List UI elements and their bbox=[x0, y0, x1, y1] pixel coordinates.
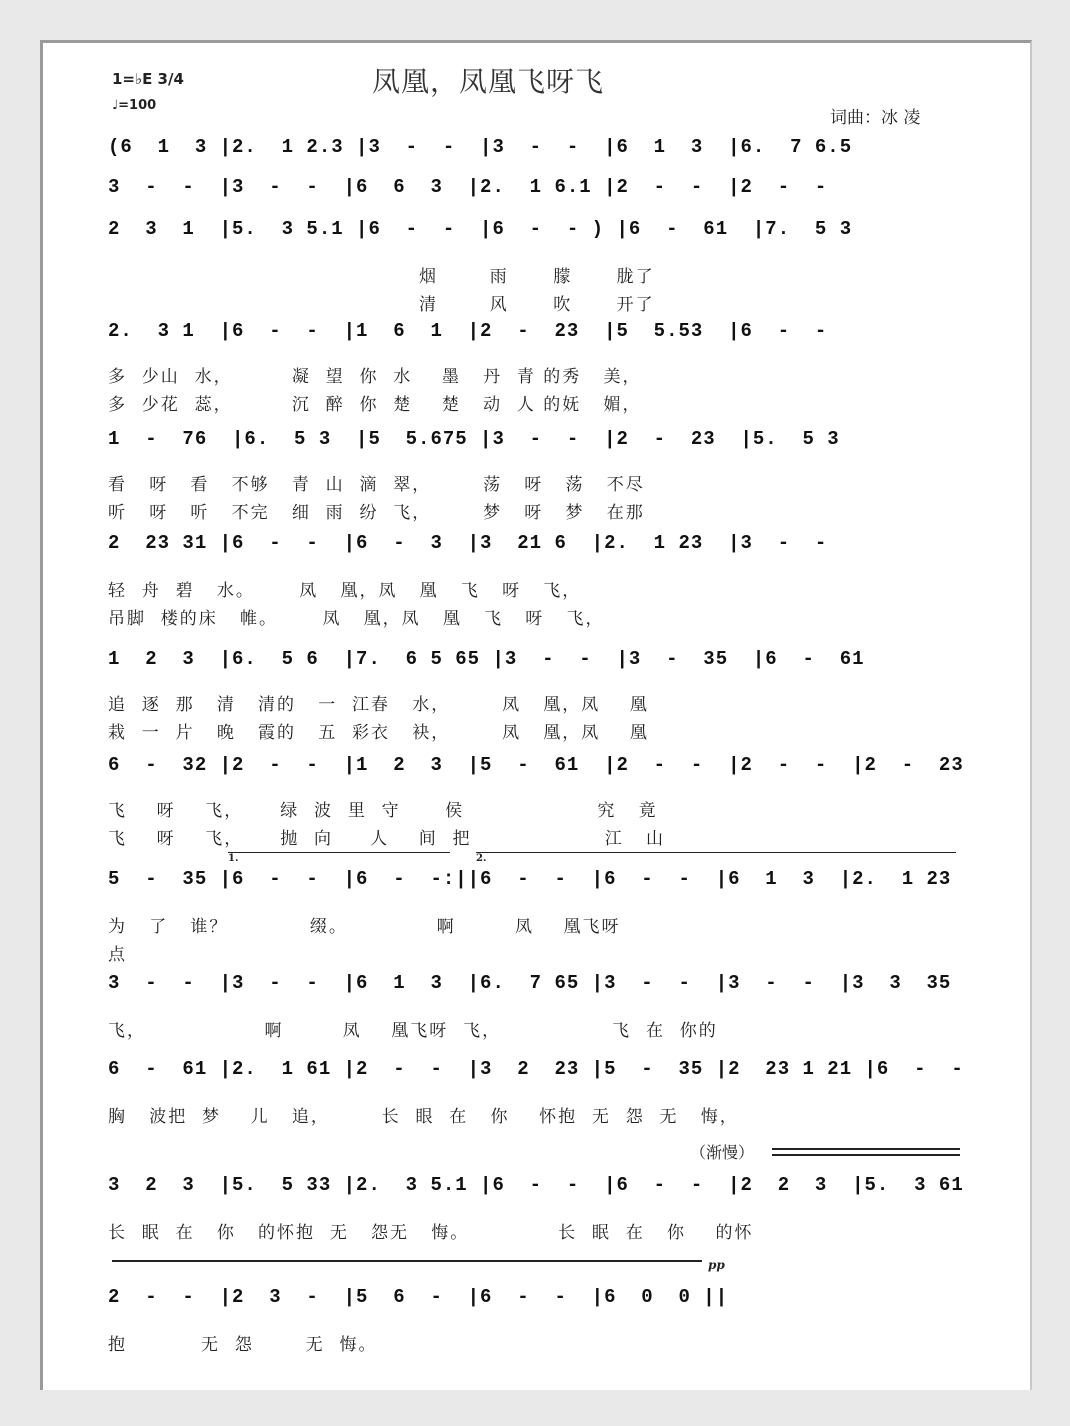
lyric-line: 点 bbox=[108, 945, 127, 965]
lyric-line: 清 风 吹 开了 bbox=[108, 295, 655, 315]
notation-line bbox=[108, 1174, 968, 1214]
jianpu-notes: 1 - 76 |6. 5 3 |5 5.675 |3 - - |2 - 23 |5. 5 3 bbox=[108, 428, 840, 450]
ritardando-mark: （渐慢） bbox=[690, 1143, 755, 1162]
lyric-line: 飞 呀 飞， 抛 向 人 间 把 江 山 bbox=[108, 829, 665, 849]
notation-line bbox=[108, 428, 968, 468]
notation-line bbox=[108, 218, 968, 258]
credits: 词曲：冰 凌 bbox=[830, 108, 921, 128]
notation-line bbox=[108, 972, 968, 1012]
lyric-line: 看 呀 看 不够 青 山 滴 翠， 荡 呀 荡 不尽 bbox=[108, 475, 645, 495]
key-signature: 1=♭E 3/4 bbox=[112, 70, 184, 88]
rit-line bbox=[772, 1148, 960, 1150]
notation-line bbox=[108, 176, 968, 216]
notation-line bbox=[108, 754, 968, 794]
song-title: 凤凰，凤凰飞呀飞 bbox=[372, 65, 605, 98]
notation-line bbox=[108, 1286, 968, 1326]
notation-line bbox=[108, 136, 968, 176]
notation-line bbox=[108, 1058, 968, 1098]
jianpu-notes: 2. 3 1 |6 - - |1 6 1 |2 - 23 |5 5.53 |6 - - bbox=[108, 320, 828, 342]
lyric-line: 追 逐 那 清 清的 一 江春 水， 凤 凰，凤 凰 bbox=[108, 695, 649, 715]
jianpu-notes: 3 - - |3 - - |6 1 3 |6. 7 65 |3 - - |3 - - |3 3 35 bbox=[108, 972, 952, 994]
dynamic-mark: pp bbox=[708, 1258, 725, 1272]
lyric-line: 为 了 谁？ 缀。 啊 凤 凰飞呀 bbox=[108, 917, 621, 937]
jianpu-notes: 2 23 31 |6 - - |6 - 3 |3 21 6 |2. 1 23 |3 - - bbox=[108, 532, 828, 554]
ending-label: 1. bbox=[228, 853, 239, 864]
lyric-line: 吊脚 楼的床 帷。 凤 凰，凤 凰 飞 呀 飞， bbox=[108, 609, 605, 629]
lyric-line: 飞， 啊 凤 凰飞呀 飞， 飞 在 你的 bbox=[108, 1021, 718, 1041]
lyric-line: 胸 波把 梦 儿 追， 长 眼 在 你 怀抱 无 怨 无 悔， bbox=[108, 1107, 739, 1127]
lyric-line: 轻 舟 碧 水。 凤 凰，凤 凰 飞 呀 飞， bbox=[108, 581, 582, 601]
lyric-line: 烟 雨 朦 胧了 bbox=[108, 267, 655, 287]
notation-line bbox=[108, 320, 968, 360]
ending-label: 2. bbox=[476, 853, 487, 864]
rit-line bbox=[112, 1260, 702, 1262]
jianpu-notes: 1 2 3 |6. 5 6 |7. 6 5 65 |3 - - |3 - 35 |6 - 61 bbox=[108, 648, 865, 670]
lyric-line: 听 呀 听 不完 细 雨 纷 飞， 梦 呀 梦 在那 bbox=[108, 503, 645, 523]
jianpu-notes: (6 1 3 |2. 1 2.3 |3 - - |3 - - |6 1 3 |6. 7 6.5 bbox=[108, 136, 853, 158]
first-ending bbox=[228, 852, 450, 864]
lyric-line: 飞 呀 飞， 绿 波 里 守 侯 究 竟 bbox=[108, 801, 658, 821]
notation-line bbox=[108, 532, 968, 572]
notation-line bbox=[108, 648, 968, 688]
lyric-line: 多 少山 水， 凝 望 你 水 墨 丹 青 的秀 美， bbox=[108, 367, 642, 387]
jianpu-notes: 5 - 35 |6 - - |6 - -:||6 - - |6 - - |6 1 3 |2. 1 23 bbox=[108, 868, 952, 890]
jianpu-notes: 3 - - |3 - - |6 6 3 |2. 1 6.1 |2 - - |2 - - bbox=[108, 176, 828, 198]
jianpu-notes: 6 - 32 |2 - - |1 2 3 |5 - 61 |2 - - |2 - - |2 - 23 bbox=[108, 754, 964, 776]
rit-line bbox=[772, 1154, 960, 1156]
second-ending bbox=[476, 852, 956, 864]
jianpu-notes: 3 2 3 |5. 5 33 |2. 3 5.1 |6 - - |6 - - |2 2 3 |5. 3 61 bbox=[108, 1174, 964, 1196]
jianpu-notes: 2 3 1 |5. 3 5.1 |6 - - |6 - - ) |6 - 61 |7. 5 3 bbox=[108, 218, 853, 240]
lyric-line: 栽 一 片 晚 霞的 五 彩衣 袂， 凤 凰，凤 凰 bbox=[108, 723, 649, 743]
lyric-line: 长 眠 在 你 的怀抱 无 怨无 悔。 长 眠 在 你 的怀 bbox=[108, 1223, 754, 1243]
jianpu-notes: 6 - 61 |2. 1 61 |2 - - |3 2 23 |5 - 35 |2 23 1 21 |6 - - bbox=[108, 1058, 964, 1080]
tempo-marking: ♩=100 bbox=[112, 98, 157, 113]
lyric-line: 抱 无 怨 无 悔。 bbox=[108, 1335, 378, 1355]
jianpu-notes: 2 - - |2 3 - |5 6 - |6 - - |6 0 0 || bbox=[108, 1286, 729, 1308]
lyric-line: 多 少花 蕊， 沉 醉 你 楚 楚 动 人 的妩 媚， bbox=[108, 395, 642, 415]
notation-line bbox=[108, 868, 968, 908]
